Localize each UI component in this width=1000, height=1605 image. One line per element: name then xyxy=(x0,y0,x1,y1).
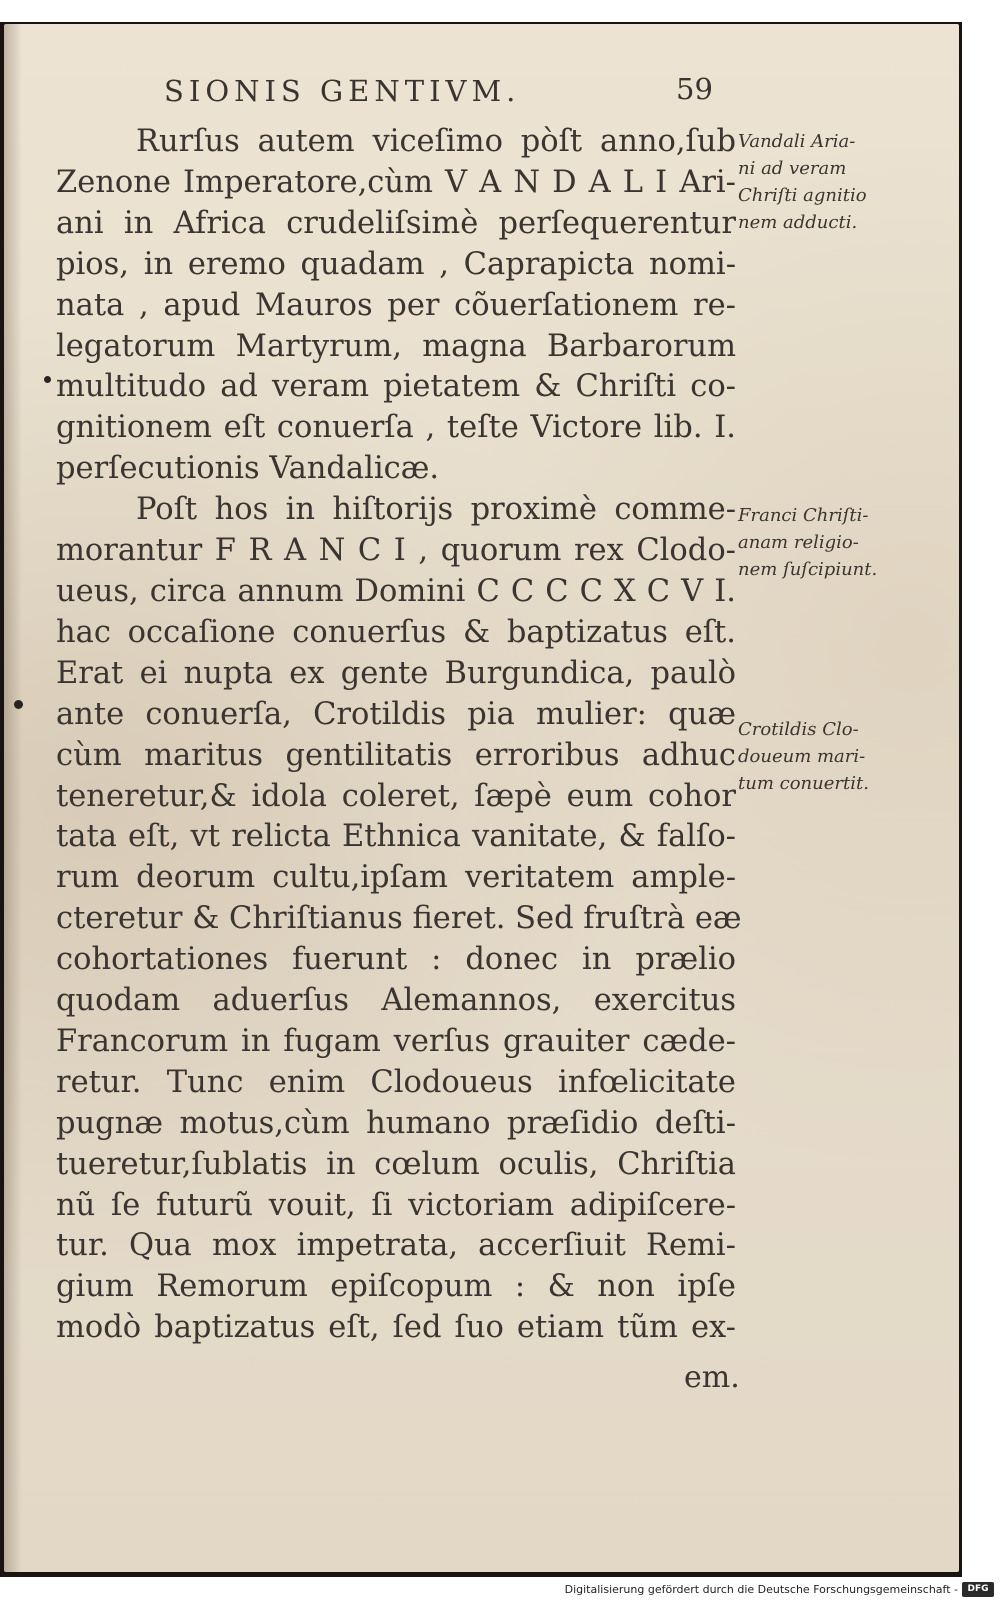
text-line: quodam aduerſus Alemannos, exercitus xyxy=(56,983,736,1019)
funding-credit: Digitalisierung gefördert durch die Deutsche Forschungsgemeinschaft - xyxy=(564,1583,958,1596)
running-title: SIONIS GENTIVM. xyxy=(164,74,521,108)
text-line: Erat ei nupta ex gente Burgundica, paulò xyxy=(56,655,736,691)
marginal-note-line: Vandali Aria- xyxy=(738,131,856,152)
book-page xyxy=(4,24,959,1572)
text-line: gium Remorum epiſcopum : & non ipſe xyxy=(56,1269,736,1305)
marginal-note-line: doueum mari- xyxy=(738,746,866,767)
text-line: Poſt hos in hiſtorijs proximè comme- xyxy=(136,492,736,528)
text-line: perſecutionis Vandalicæ. xyxy=(56,451,440,487)
marginal-note-line: Chriſti agnitio xyxy=(738,185,867,206)
page-header xyxy=(4,52,959,112)
text-line: cohortationes fuerunt : donec in prælio xyxy=(56,942,736,978)
dfg-logo-icon: DFG xyxy=(962,1582,994,1597)
marginal-note-line: ni ad veram xyxy=(738,158,847,179)
main-text-block xyxy=(56,122,742,1349)
text-line: ueus, circa annum Domini C C C C X C V I. xyxy=(56,573,736,609)
text-line: modò baptizatus eſt, ſed ſuo etiam tũm ex- xyxy=(56,1310,736,1346)
marginal-note-line: nem ſuſcipiunt. xyxy=(738,559,878,580)
text-line: tata eſt, vt relicta Ethnica vanitate, & falſo- xyxy=(56,819,736,855)
text-line: ante conuerſa, Crotildis pia mulier: quæ xyxy=(56,696,736,732)
catchword: em. xyxy=(684,1360,740,1395)
text-line: gnitionem eſt conuerſa , teſte Victore lib. I. xyxy=(56,410,736,446)
marginal-note-line: Franci Chriſti- xyxy=(738,505,869,526)
ink-dot xyxy=(14,700,23,709)
marginal-note-vandali xyxy=(738,128,928,236)
marginal-note-line: anam religio- xyxy=(738,532,859,553)
text-line: ani in Africa crudeliſsimè perſequerentur xyxy=(56,205,736,241)
page-gutter xyxy=(4,24,22,1572)
text-line: pugnæ motus,cùm humano præſidio deſti- xyxy=(56,1105,736,1141)
text-line: nũ ſe futurũ vouit, ſi victoriam adipiſcere- xyxy=(56,1187,736,1223)
marginal-note-crotildis xyxy=(738,716,928,797)
digitization-footer xyxy=(0,1578,1000,1605)
marginal-note-franci xyxy=(738,502,928,583)
ink-dot xyxy=(44,376,51,383)
text-line: hac occaſione conuerſus & baptizatus eſt. xyxy=(56,614,736,650)
text-line: Rurſus autem viceſimo pòſt anno,ſub xyxy=(136,124,736,159)
text-line: rum deorum cultu,ipſam veritatem ample- xyxy=(56,860,736,896)
marginal-note-line: nem adducti. xyxy=(738,212,858,233)
text-line: nata , apud Mauros per cõuerſationem re- xyxy=(56,287,736,323)
text-line: cteretur & Chriſtianus fieret. Sed fruſtrà eæ xyxy=(56,901,742,937)
text-line: retur. Tunc enim Clodoueus infœlicitate xyxy=(56,1064,736,1100)
text-line: teneretur,& idola coleret, ſæpè eum cohor xyxy=(56,778,736,814)
text-line: Zenone Imperatore,cùm V A N D A L I Ari- xyxy=(56,164,736,200)
marginal-note-line: tum conuertit. xyxy=(738,773,869,794)
marginal-note-line: Crotildis Clo- xyxy=(738,719,859,740)
text-line: multitudo ad veram pietatem & Chriſti co- xyxy=(56,369,736,405)
page-number: 59 xyxy=(676,72,713,106)
text-line: tur. Qua mox impetrata, accerſiuit Remi- xyxy=(56,1228,736,1264)
text-line: cùm maritus gentilitatis erroribus adhuc xyxy=(56,737,736,773)
text-line: legatorum Martyrum, magna Barbarorum xyxy=(56,328,736,364)
text-line: morantur F R A N C I , quorum rex Clodo- xyxy=(56,533,736,569)
text-line: tueretur,ſublatis in cœlum oculis, Chriſtia xyxy=(56,1146,736,1182)
text-line: Francorum in fugam verſus grauiter cæde- xyxy=(56,1023,736,1059)
text-line: pios, in eremo quadam , Caprapicta nomi- xyxy=(56,246,736,282)
